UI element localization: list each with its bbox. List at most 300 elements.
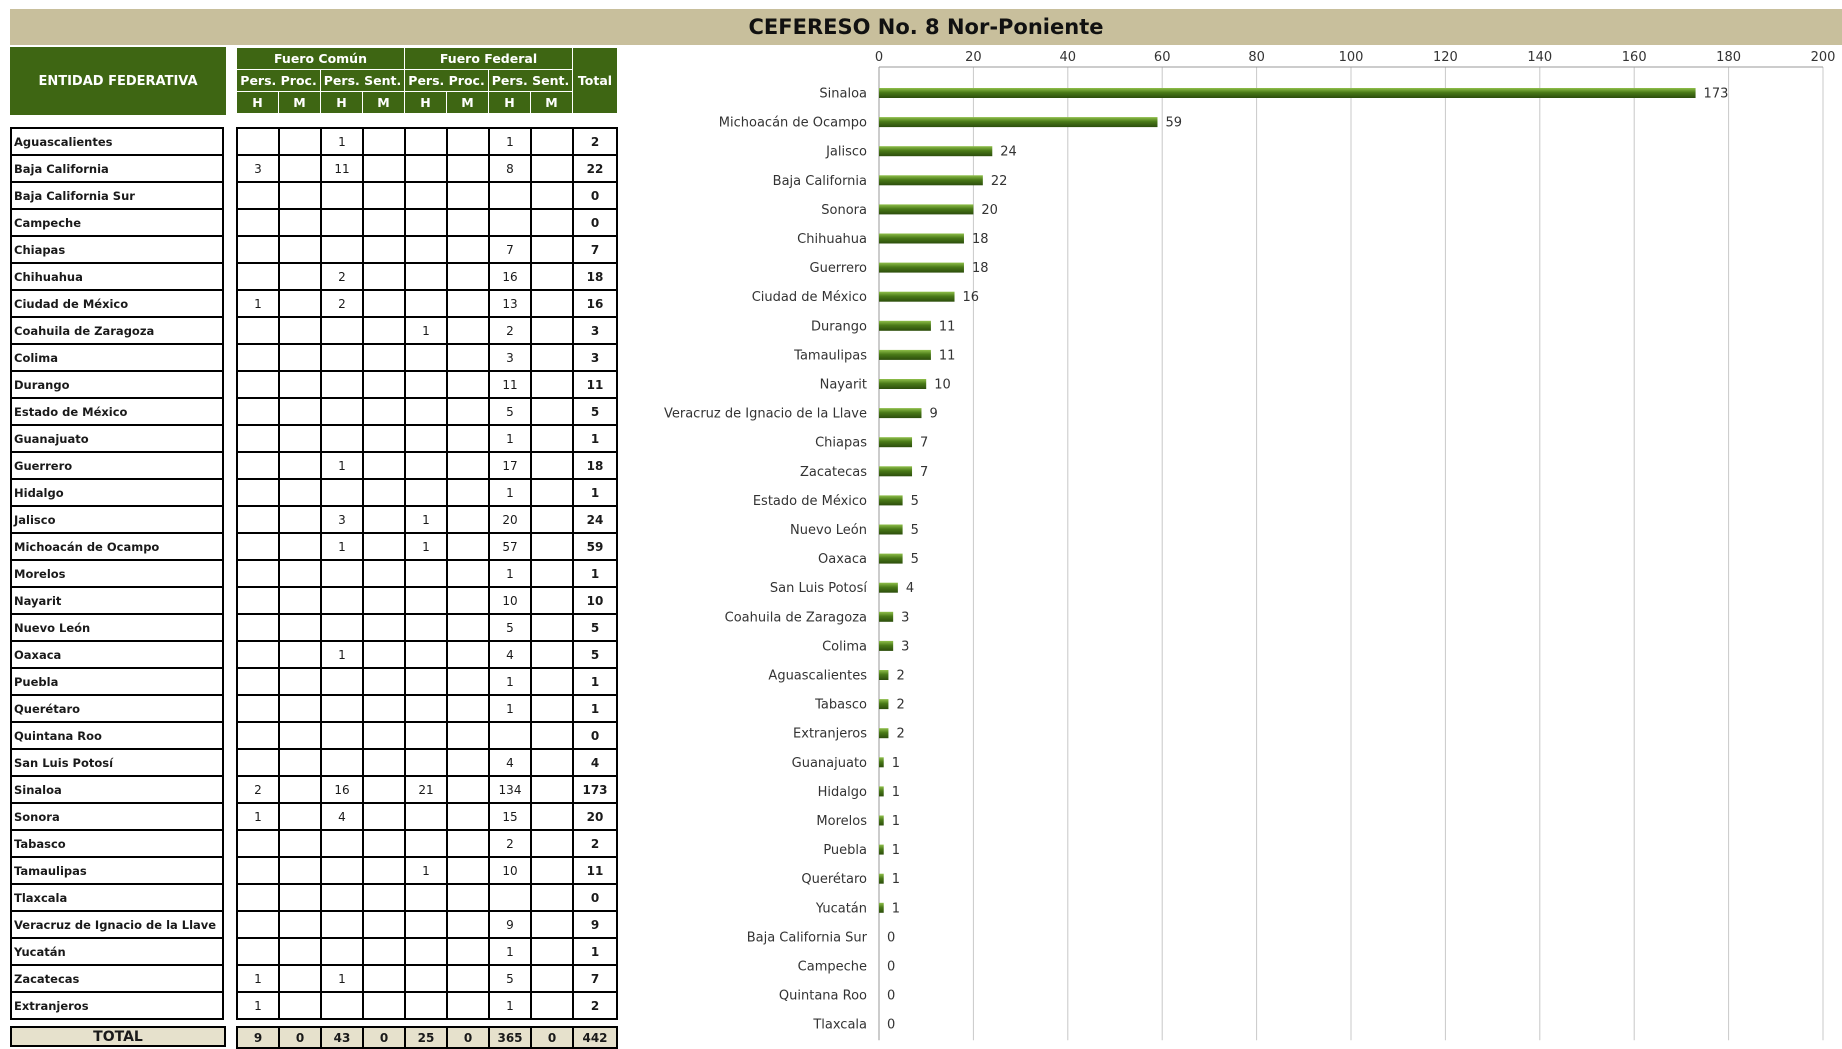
row-total-cell: 18 [573,452,617,479]
bar [879,525,903,535]
table-cell [405,560,447,587]
table-cell [279,371,321,398]
row-total-cell: 5 [573,641,617,668]
entity-row [11,371,223,398]
bar-value-label: 2 [896,668,905,684]
row-total-cell: 2 [573,128,617,155]
table-cell [531,830,573,857]
entity-row [11,614,223,641]
entity-column-header: ENTIDAD FEDERATIVA [10,47,226,115]
entity-row [11,695,223,722]
table-cell [237,344,279,371]
table-cell [363,614,405,641]
table-cell [237,398,279,425]
table-cell [447,344,489,371]
table-cell [279,614,321,641]
row-total-cell: 7 [573,236,617,263]
table-cell [321,344,363,371]
x-tick-label: 20 [965,50,982,65]
table-cell: 1 [489,668,531,695]
row-total-cell: 0 [573,182,617,209]
table-cell [363,884,405,911]
table-cell: 11 [489,371,531,398]
x-tick-label: 160 [1621,50,1647,65]
sex-header: H [237,92,279,114]
bar-value-label: 5 [910,493,919,509]
table-cell [237,695,279,722]
bar [879,175,983,185]
table-row [237,533,617,560]
bar-value-label: 3 [901,610,910,626]
table-cell: 9 [489,911,531,938]
entity-row [11,182,223,209]
category-label: Ciudad de México [751,290,867,306]
table-row [237,614,617,641]
table-cell [363,668,405,695]
table-cell [531,182,573,209]
total-cell: 0 [447,1027,489,1048]
table-cell: 1 [237,803,279,830]
table-cell [279,506,321,533]
entity-name: Chihuahua [11,263,223,290]
table-cell [363,749,405,776]
bar [879,786,884,796]
data-table [236,127,618,1020]
row-total-cell: 1 [573,695,617,722]
table-cell: 134 [489,776,531,803]
table-cell [321,614,363,641]
bar-value-label: 10 [934,377,951,393]
table-cell [321,992,363,1019]
table-cell [405,344,447,371]
entity-row [11,857,223,884]
table-cell [447,857,489,884]
category-label: Guerrero [809,261,867,277]
table-cell [363,938,405,965]
table-cell: 1 [489,992,531,1019]
table-cell: 1 [489,695,531,722]
entity-row [11,722,223,749]
table-cell: 1 [405,533,447,560]
table-cell [531,371,573,398]
table-cell [279,263,321,290]
sex-header: M [447,92,489,114]
table-cell [321,830,363,857]
table-cell [237,236,279,263]
bar [879,874,884,884]
entity-row [11,317,223,344]
category-label: Sinaloa [819,86,867,102]
bar-value-label: 1 [891,901,901,917]
entity-name: Michoacán de Ocampo [11,533,223,560]
entity-row [11,236,223,263]
bar [879,554,903,564]
table-cell [363,857,405,884]
table-cell [447,587,489,614]
table-cell [279,803,321,830]
row-total-cell: 5 [573,614,617,641]
table-cell [363,479,405,506]
table-cell [531,749,573,776]
table-row [237,830,617,857]
table-cell [489,209,531,236]
group-header-fuero-comun: Fuero Común [237,48,405,70]
category-label: Extranjeros [793,726,867,742]
bar-value-label: 2 [896,697,905,713]
entity-name: Tamaulipas [11,857,223,884]
table-cell: 1 [405,506,447,533]
table-cell [405,722,447,749]
bar [879,379,926,389]
table-cell [447,965,489,992]
row-total-cell: 22 [573,155,617,182]
table-cell [321,749,363,776]
table-cell [363,452,405,479]
table-cell [531,479,573,506]
table-cell [237,533,279,560]
table-row [237,992,617,1019]
bar-value-label: 59 [1165,115,1183,131]
table-cell [237,641,279,668]
table-cell [405,479,447,506]
table-cell: 21 [405,776,447,803]
entity-name: Ciudad de México [11,290,223,317]
table-cell: 11 [321,155,363,182]
sex-header: M [531,92,573,114]
row-total-cell: 20 [573,803,617,830]
table-cell [531,263,573,290]
table-cell [447,884,489,911]
row-total-cell: 59 [573,533,617,560]
category-label: Hidalgo [817,784,867,800]
table-cell [363,317,405,344]
table-cell [405,614,447,641]
table-row [237,506,617,533]
table-row [237,425,617,452]
category-label: Tlaxcala [813,1017,867,1033]
table-cell [321,209,363,236]
table-cell: 1 [321,641,363,668]
bar-value-label: 173 [1703,86,1729,102]
table-cell: 1 [489,128,531,155]
bar-value-label: 1 [891,755,901,771]
x-tick-label: 200 [1810,50,1836,65]
category-label: Sonora [821,202,867,218]
table-cell [405,452,447,479]
category-label: Durango [810,319,867,335]
sex-header: H [405,92,447,114]
table-row [237,641,617,668]
bar [879,728,888,738]
table-cell: 8 [489,155,531,182]
table-cell [237,425,279,452]
entity-name: Guerrero [11,452,223,479]
table-cell [237,263,279,290]
entity-row [11,560,223,587]
row-total-cell: 1 [573,425,617,452]
bar [879,699,888,709]
table-row [237,668,617,695]
table-cell [237,452,279,479]
bar [879,495,903,505]
table-cell [237,749,279,776]
table-cell: 1 [405,857,447,884]
entity-name: Chiapas [11,236,223,263]
bar [879,321,931,331]
table-cell [405,263,447,290]
table-cell [531,290,573,317]
table-cell [405,209,447,236]
bar [879,408,921,418]
table-cell [363,911,405,938]
subgroup-header: Pers. Sent. [489,70,573,92]
table-cell [237,830,279,857]
category-label: Morelos [816,814,867,829]
table-cell: 7 [489,236,531,263]
table-cell [279,911,321,938]
table-cell: 1 [321,128,363,155]
table-cell [363,371,405,398]
table-cell [279,452,321,479]
entity-name: Estado de México [11,398,223,425]
table-cell [363,182,405,209]
table-row [237,236,617,263]
table-cell [405,884,447,911]
table-cell [363,290,405,317]
table-cell [363,236,405,263]
table-cell [363,263,405,290]
entity-row [11,884,223,911]
table-cell [279,344,321,371]
entity-row [11,965,223,992]
row-total-cell: 16 [573,290,617,317]
entity-name: Hidalgo [11,479,223,506]
table-cell [447,236,489,263]
row-total-cell: 1 [573,668,617,695]
bar-value-label: 20 [981,202,998,218]
table-cell [363,506,405,533]
table-cell: 3 [321,506,363,533]
bar [879,670,888,680]
entity-row [11,668,223,695]
row-total-cell: 1 [573,479,617,506]
table-cell [237,722,279,749]
table-cell [321,668,363,695]
entity-row [11,155,223,182]
table-cell [237,911,279,938]
entity-name: Sonora [11,803,223,830]
bar [879,437,912,447]
bar [879,292,955,302]
x-tick-label: 80 [1248,50,1265,65]
table-cell [279,425,321,452]
table-cell [447,533,489,560]
table-cell [447,641,489,668]
table-cell [363,587,405,614]
table-cell [363,398,405,425]
entity-name: Veracruz de Ignacio de la Llave [11,911,223,938]
table-cell: 5 [489,614,531,641]
table-cell [531,209,573,236]
table-cell [447,479,489,506]
table-cell: 10 [489,587,531,614]
table-cell [279,317,321,344]
table-cell: 17 [489,452,531,479]
table-cell [531,668,573,695]
entity-row [11,776,223,803]
entity-name: Extranjeros [11,992,223,1019]
table-cell [279,236,321,263]
table-cell [447,695,489,722]
table-cell: 1 [237,992,279,1019]
table-cell: 3 [489,344,531,371]
category-label: San Luis Potosí [769,581,867,597]
category-label: Michoacán de Ocampo [718,115,867,131]
table-cell [447,722,489,749]
table-cell [447,290,489,317]
category-label: Baja California [772,173,867,189]
bar-value-label: 0 [887,930,896,946]
chart-x-axis [875,50,1836,67]
bar-value-label: 18 [971,232,989,247]
subgroup-header: Pers. Proc. [405,70,489,92]
table-cell [405,911,447,938]
table-cell: 2 [321,263,363,290]
table-cell [363,641,405,668]
total-cell: 43 [321,1027,363,1048]
total-cell: 0 [363,1027,405,1048]
table-cell [321,425,363,452]
category-label: Baja California Sur [746,930,867,946]
table-cell [531,155,573,182]
row-total-cell: 3 [573,317,617,344]
table-cell [237,506,279,533]
table-cell [405,803,447,830]
table-cell: 1 [321,965,363,992]
bar-value-label: 5 [910,523,919,538]
bar-value-label: 2 [896,726,905,742]
table-cell [279,884,321,911]
row-total-cell: 0 [573,722,617,749]
total-cell: 365 [489,1027,531,1048]
table-cell [363,992,405,1019]
row-total-cell: 11 [573,371,617,398]
table-cell [279,938,321,965]
table-cell [489,884,531,911]
bar-value-label: 11 [938,319,956,335]
table-cell [405,965,447,992]
row-total-cell: 1 [573,938,617,965]
table-cell [363,695,405,722]
table-cell [279,587,321,614]
bar [879,466,912,476]
table-cell [447,776,489,803]
table-cell: 2 [321,290,363,317]
bar-value-label: 9 [929,406,938,422]
table-cell [321,371,363,398]
category-label: Nayarit [819,377,867,393]
table-cell [279,209,321,236]
table-cell [531,884,573,911]
table-cell [405,398,447,425]
table-cell [279,749,321,776]
category-label: Veracruz de Ignacio de la Llave [663,406,867,422]
entity-name: Sinaloa [11,776,223,803]
table-cell [237,587,279,614]
entity-row [11,641,223,668]
table-row [237,938,617,965]
table-cell [237,614,279,641]
table-row [237,128,617,155]
entity-name: Jalisco [11,506,223,533]
total-row-label: TOTAL [10,1026,226,1047]
table-cell [531,965,573,992]
table-row [237,587,617,614]
table-row [237,344,617,371]
table-cell: 10 [489,857,531,884]
table-cell [447,911,489,938]
table-cell: 4 [489,641,531,668]
table-cell [363,209,405,236]
subgroup-header: Pers. Sent. [321,70,405,92]
table-cell [531,776,573,803]
table-cell [363,155,405,182]
entity-name: Baja California Sur [11,182,223,209]
table-row [237,695,617,722]
table-cell [531,992,573,1019]
table-cell [447,452,489,479]
row-total-cell: 3 [573,344,617,371]
entity-row [11,290,223,317]
table-cell [363,776,405,803]
table-row [237,965,617,992]
chart-gridlines [879,67,1823,1040]
table-cell: 1 [321,533,363,560]
sex-header: H [489,92,531,114]
table-cell [237,182,279,209]
table-cell [237,479,279,506]
entity-row [11,938,223,965]
table-cell [405,749,447,776]
bar [879,204,973,214]
table-cell [531,911,573,938]
entity-name: Zacatecas [11,965,223,992]
entity-name: San Luis Potosí [11,749,223,776]
entity-row [11,506,223,533]
table-row [237,479,617,506]
table-cell [321,479,363,506]
row-total-cell: 24 [573,506,617,533]
table-cell [279,830,321,857]
table-cell [531,398,573,425]
table-cell [447,128,489,155]
table-cell: 1 [405,317,447,344]
table-cell: 1 [237,965,279,992]
bar [879,612,893,622]
subgroup-header: Pers. Proc. [237,70,321,92]
table-cell [447,938,489,965]
table-cell [279,695,321,722]
table-cell [531,722,573,749]
bar-value-label: 11 [938,348,956,364]
table-cell [321,317,363,344]
category-label: Estado de México [752,493,867,509]
entity-name: Nuevo León [11,614,223,641]
table-cell [321,938,363,965]
bar-value-label: 7 [920,435,929,451]
page-title: CEFERESO No. 8 Nor-Poniente [10,9,1842,45]
bar-value-label: 1 [891,872,901,888]
